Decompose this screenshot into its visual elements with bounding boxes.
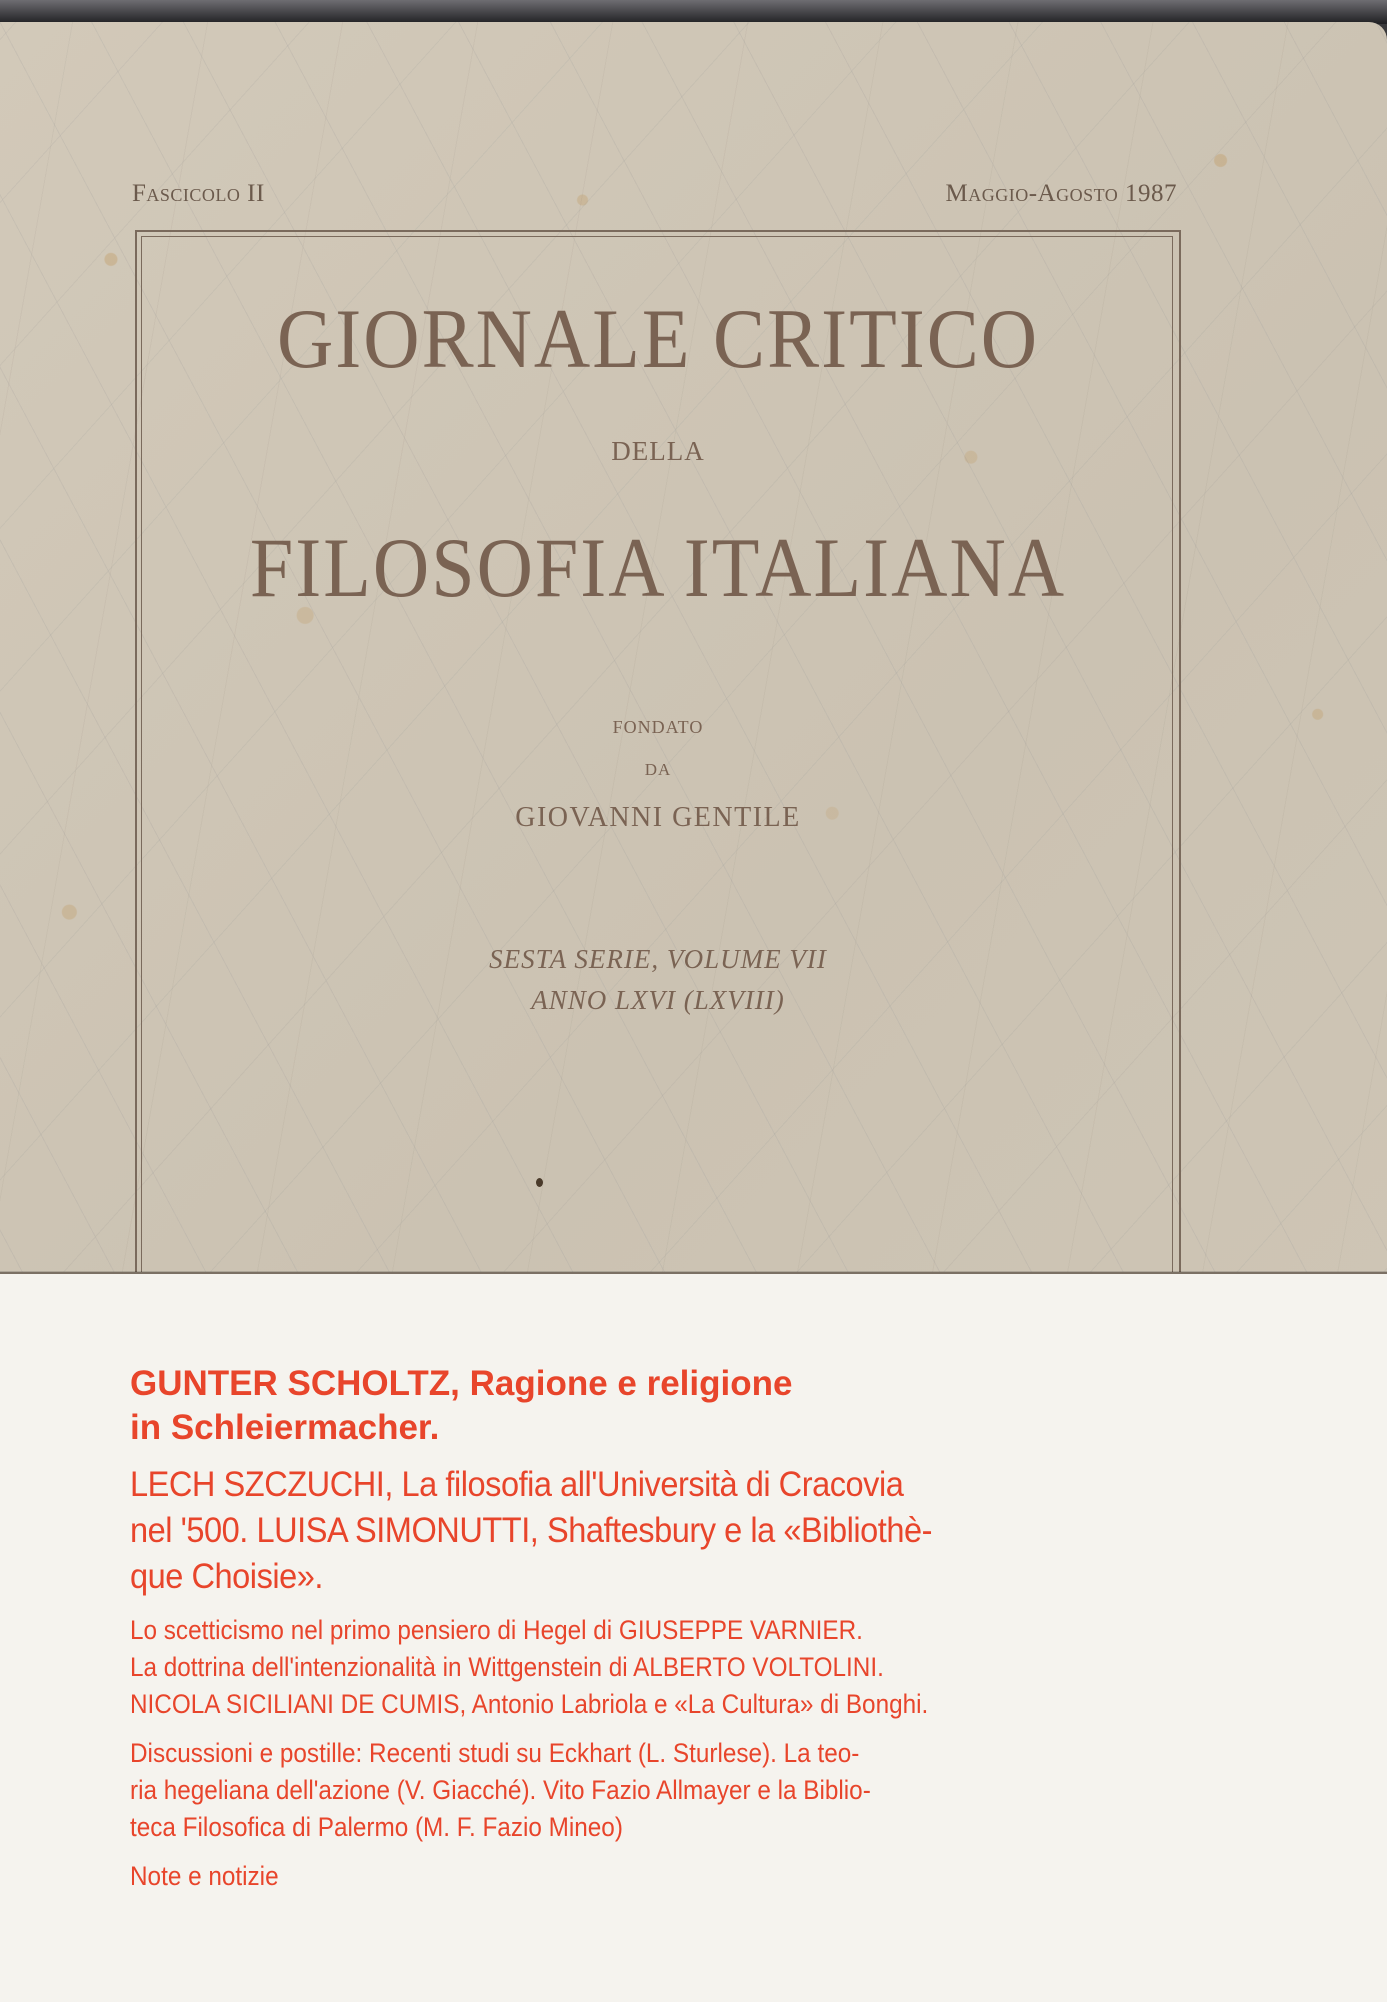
contents-band xyxy=(0,1272,1387,2002)
article-line: que Choisie». xyxy=(130,1557,324,1596)
article-group-3 xyxy=(130,1612,1264,1723)
article-line: NICOLA SICILIANI DE CUMIS, Antonio Labriola e «La Cultura» di Bonghi. xyxy=(130,1689,929,1719)
article-group-2 xyxy=(130,1462,1269,1600)
founder-name: GIOVANNI GENTILE xyxy=(515,802,801,833)
lead-article-line: GUNTER SCHOLTZ, Ragione e religione xyxy=(130,1364,793,1403)
lead-article-line: in Schleiermacher. xyxy=(130,1408,440,1447)
title-block xyxy=(135,291,1181,1016)
discussions-section xyxy=(130,1735,1264,1846)
cover-header xyxy=(132,180,1177,208)
founded-label: FONDATO xyxy=(612,717,704,737)
discussion-line: Discussioni e postille: Recenti studi su Eckhart (L. Sturlese). La teo- xyxy=(130,1738,860,1768)
table-of-contents xyxy=(130,1362,1260,1895)
discussion-line: teca Filosofica di Palermo (M. F. Fazio Mineo) xyxy=(130,1812,623,1842)
issue-date: Maggio-Agosto 1987 xyxy=(945,180,1177,207)
lead-article xyxy=(130,1362,1030,1450)
journal-title-connector: DELLA xyxy=(611,436,705,466)
discussion-line: ria hegeliana dell'azione (V. Giacché). Vito Fazio Allmayer e la Biblio- xyxy=(130,1775,871,1805)
article-line: LECH SZCZUCHI, La filosofia all'Università di Cracovia xyxy=(130,1465,904,1504)
journal-title-line2: FILOSOFIA ITALIANA xyxy=(249,520,1067,615)
article-line: La dottrina dell'intenzionalità in Wittgenstein di ALBERTO VOLTOLINI. xyxy=(130,1652,884,1682)
ink-speck xyxy=(536,1178,543,1187)
journal-title-line1: GIORNALE CRITICO xyxy=(276,291,1040,386)
notes-section: Note e notizie xyxy=(130,1861,279,1891)
photo-background-strip xyxy=(0,0,1387,24)
issue-number: Fascicolo II xyxy=(132,180,265,207)
article-line: Lo scetticismo nel primo pensiero di Hegel di GIUSEPPE VARNIER. xyxy=(130,1615,863,1645)
series-volume: SESTA SERIE, VOLUME VII xyxy=(489,944,827,974)
year-number: ANNO LXVI (LXVIII) xyxy=(531,985,785,1015)
article-line: nel '500. LUISA SIMONUTTI, Shaftesbury e la «Bibliothè- xyxy=(130,1511,933,1550)
by-label: DA xyxy=(644,760,672,779)
